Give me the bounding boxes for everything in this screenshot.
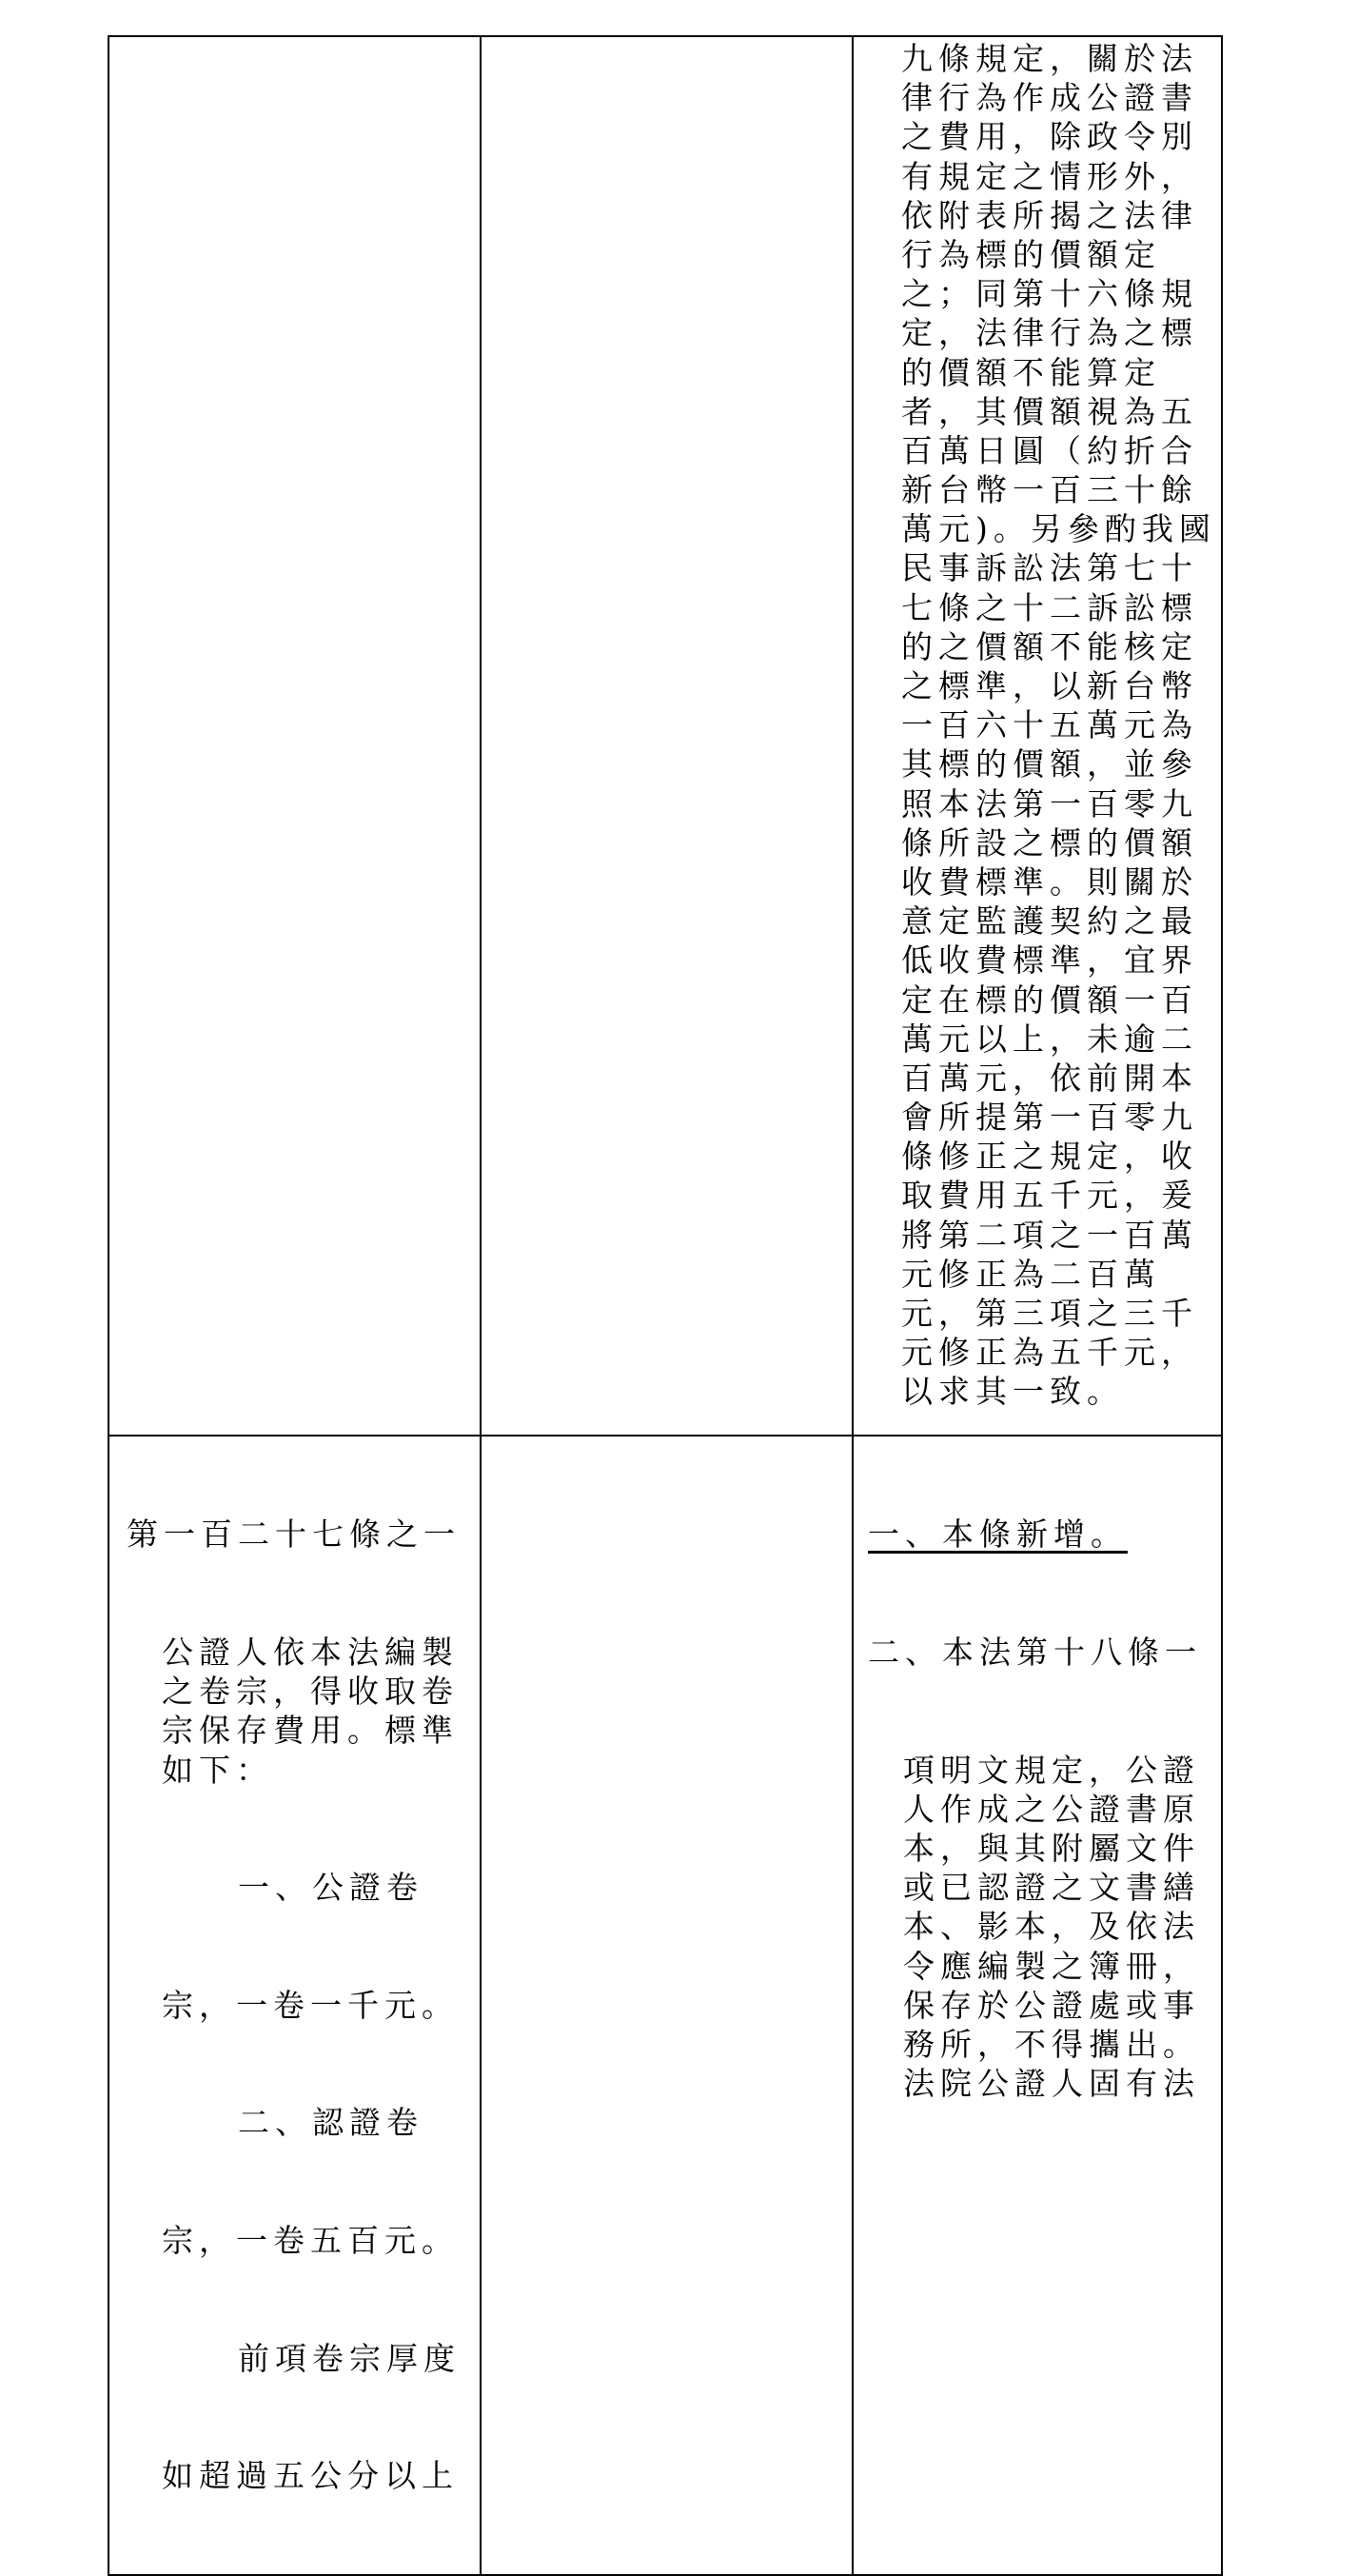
text-line: 有規定之情形外，: [901, 157, 1198, 195]
text-line: 的價額不能算定: [901, 353, 1161, 391]
text-line: 或已認證之文書繕: [903, 1869, 1200, 1907]
text-line: 條修正之規定，收: [901, 1138, 1198, 1176]
text-line: 本，與其附屬文件: [903, 1829, 1200, 1867]
text-line: 公證人依本法編製: [162, 1634, 459, 1671]
text-line: 行為標的價額定: [901, 235, 1161, 273]
text-line: 低收費標準，宜界: [901, 941, 1198, 980]
text-line: 保存於公證處或事: [903, 1986, 1200, 2024]
article-paragraph-end: 如超過五公分以上: [162, 2457, 459, 2495]
article-item-2-start: 二、認證卷: [238, 2104, 423, 2142]
text-line: 元修正為二百萬: [901, 1255, 1161, 1293]
article-text: [109, 1437, 480, 2574]
text-line: 意定監護契約之最: [901, 902, 1198, 941]
text-line: 律行為作成公證書: [901, 79, 1198, 117]
text-line: 萬元以上，未逾二: [901, 1020, 1198, 1058]
text-line: 的之價額不能核定: [901, 627, 1198, 665]
explanation-item-2-head: 二、本法第十八條一: [868, 1634, 1202, 1671]
explanation-cell: [853, 36, 1222, 1436]
current-text-cell: [481, 1436, 853, 2575]
current-text-cell: [481, 36, 853, 1436]
text-line: 人作成之公證書原: [903, 1790, 1200, 1828]
text-line: 之標準，以新台幣: [901, 667, 1198, 704]
text-line: 其標的價額，並參: [901, 745, 1198, 783]
text-line: 務所，不得攜出。: [903, 2025, 1200, 2063]
text-line: 一百六十五萬元為: [901, 706, 1198, 744]
text-line: 會所提第一百零九: [901, 1099, 1198, 1137]
text-line: 九條規定，關於法: [901, 40, 1198, 77]
explanation-text: [854, 1437, 1221, 2182]
text-line: 百萬元，依前開本: [901, 1059, 1198, 1097]
text-line: 本、影本，及依法: [903, 1908, 1200, 1946]
text-line: 元修正為五千元，: [901, 1334, 1198, 1372]
text-line: 依附表所揭之法律: [901, 196, 1198, 234]
text-line: 如下：: [162, 1751, 273, 1789]
text-line: 條所設之標的價額: [901, 823, 1198, 862]
text-line: 之；同第十六條規: [901, 275, 1198, 313]
text-line: 將第二項之一百萬: [901, 1216, 1198, 1254]
text-line: 百萬日圓（約折合: [901, 431, 1198, 469]
text-line: 之卷宗，得收取卷: [162, 1673, 459, 1711]
text-line: 定，法律行為之標: [901, 314, 1198, 352]
text-line: 以求其一致。: [901, 1373, 1124, 1411]
article-paragraph-start: 前項卷宗厚度: [238, 2339, 461, 2377]
text-line: 民事訴訟法第七十: [901, 549, 1198, 587]
text-line: 新台幣一百三十餘: [901, 471, 1198, 509]
text-line: 收費標準。則關於: [901, 862, 1198, 901]
proposed-text-cell: [108, 1436, 481, 2575]
explanation-item-1: 一、本條新增。: [868, 1516, 1128, 1554]
text-line: 照本法第一百零九: [901, 784, 1198, 822]
article-title: 第一百二十七條之一: [127, 1516, 461, 1554]
text-line: 法院公證人固有法: [903, 2065, 1200, 2103]
comparison-table: [108, 35, 1223, 2576]
table-row: [108, 36, 1222, 1436]
text-line: 取費用五千元，爰: [901, 1177, 1198, 1215]
text-line: 定在標的價額一百: [901, 981, 1198, 1019]
proposed-text-cell: [108, 36, 481, 1436]
text-line: 宗保存費用。標準: [162, 1712, 459, 1750]
text-line: 項明文規定，公證: [903, 1751, 1200, 1789]
text-line: 之費用，除政令別: [901, 118, 1198, 156]
article-item-1-end: 宗，一卷一千元。: [162, 1986, 459, 2024]
text-line: 者，其價額視為五: [901, 392, 1198, 430]
table-row: [108, 1436, 1222, 2575]
text-line: 七條之十二訴訟標: [901, 588, 1198, 626]
text-line: 萬元)。另參酌我國: [901, 510, 1216, 548]
article-item-2-end: 宗，一卷五百元。: [162, 2221, 459, 2259]
article-item-1-start: 一、公證卷: [238, 1869, 423, 1907]
text-line: 元，第三項之三千: [901, 1295, 1198, 1332]
text-line: 令應編製之簿冊，: [903, 1947, 1200, 1985]
explanation-text: [854, 37, 1221, 1412]
explanation-cell: [853, 1436, 1222, 2575]
